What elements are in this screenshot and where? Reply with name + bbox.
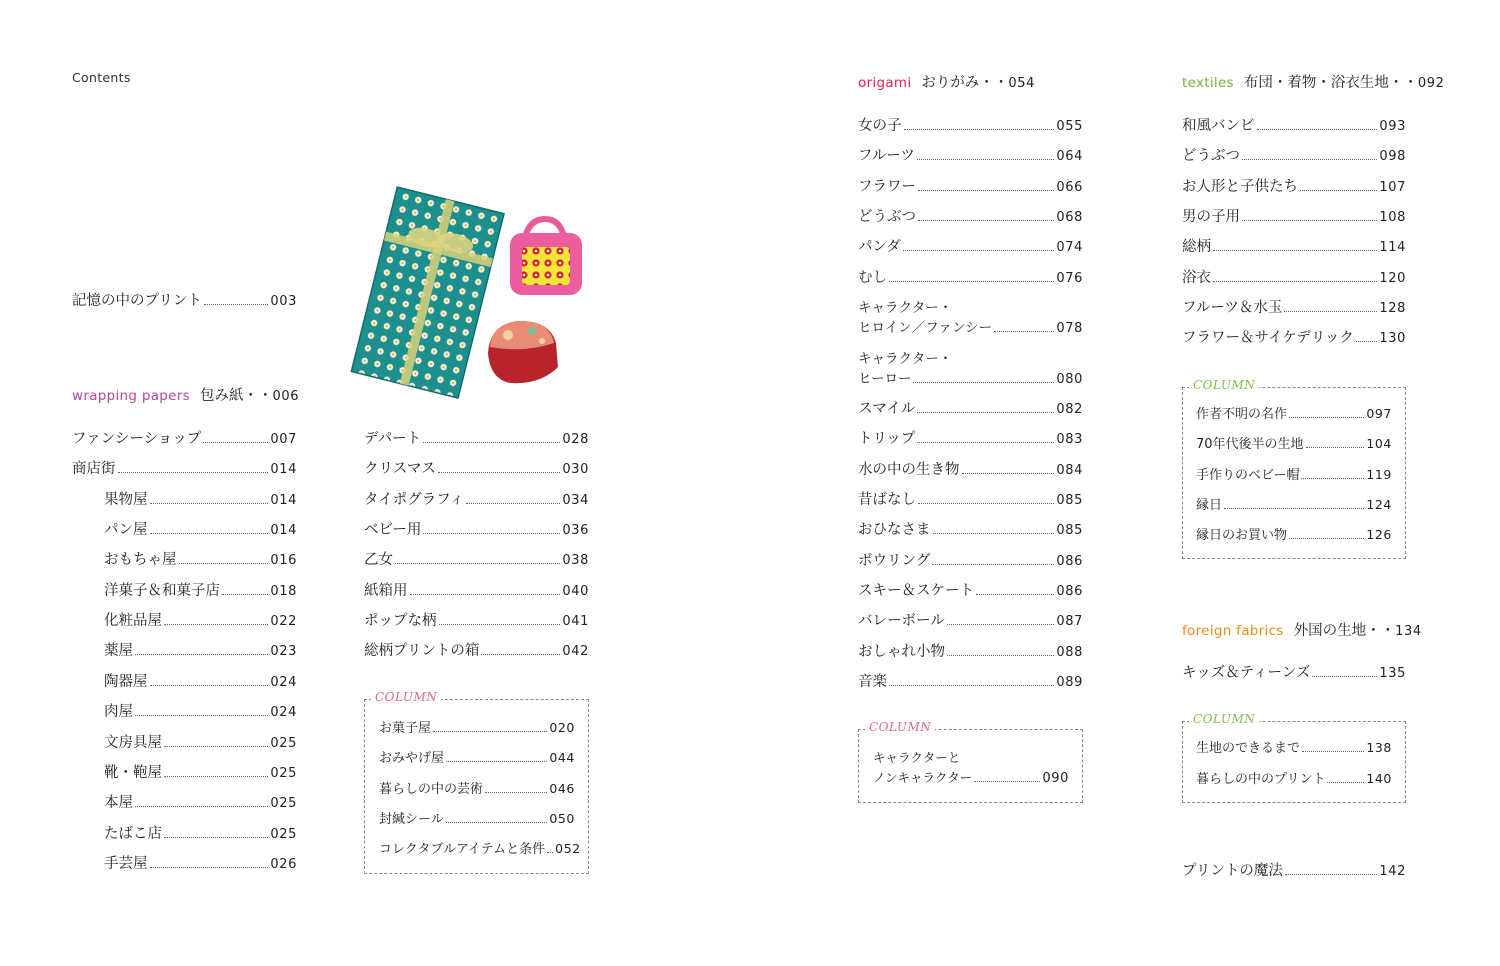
column-entry[interactable] (1196, 435, 1392, 454)
column-entry[interactable] (1196, 496, 1392, 515)
toc-entry-multiline[interactable]: キャラクター・ ヒロイン／ファンシー 078 (858, 300, 1083, 336)
entry-page-number: 023 (270, 644, 297, 660)
dot-leader (164, 837, 268, 838)
entry-label: タイポグラフィ (364, 491, 465, 508)
entry-page-number: 042 (562, 644, 589, 660)
toc-entry-closing[interactable]: プリントの魔法 142 (1182, 863, 1406, 879)
section-foreign-fabrics[interactable]: foreign fabrics 外国の生地 ・・ 134 (1182, 623, 1422, 639)
dot-leader (932, 564, 1054, 565)
toc-entry[interactable] (858, 521, 1083, 540)
column-entry[interactable] (379, 840, 581, 859)
toc-entry[interactable] (364, 551, 589, 570)
entry-label: おしゃれ小物 (858, 643, 945, 660)
entry-label: 縁日 (1196, 497, 1223, 513)
toc-entry[interactable] (858, 552, 1083, 571)
toc-entry[interactable] (104, 734, 297, 753)
dot-leader (164, 776, 268, 777)
column-entry[interactable] (1196, 770, 1392, 789)
dot-leader (976, 594, 1054, 595)
toc-entry-intro[interactable]: 記憶の中のプリント 003 (72, 293, 297, 309)
entry-label: 女の子 (858, 118, 902, 134)
column-entry[interactable] (379, 719, 575, 738)
dot-leader (423, 442, 560, 443)
toc-entry[interactable] (1182, 269, 1406, 288)
toc-entry[interactable] (364, 521, 589, 540)
dot-leader (395, 563, 560, 564)
dot-leader (947, 624, 1055, 625)
column-tag: COLUMN (371, 690, 441, 704)
entry-page-number: 089 (1056, 675, 1083, 691)
entry-page-number: 097 (1366, 406, 1392, 421)
entry-page-number: 046 (549, 780, 575, 796)
entry-label: 暮らしの中のプリント (1196, 771, 1326, 787)
toc-entry[interactable] (858, 582, 1083, 601)
section-origami[interactable]: origami おりがみ ・・ 054 (858, 75, 1036, 91)
entry-page-number: 135 (1379, 666, 1406, 681)
toc-entry[interactable] (858, 208, 1083, 227)
entry-label: ベビー用 (364, 522, 422, 539)
entry-label: ボウリング (858, 552, 931, 569)
entry-label: 生地のできるまで (1196, 741, 1301, 756)
entry-page-number: 085 (1056, 493, 1083, 509)
entry-label: パン屋 (104, 522, 148, 539)
entry-page-number: 024 (270, 705, 297, 721)
entry-label: 薬屋 (104, 643, 133, 660)
entry-page-number: 138 (1366, 740, 1392, 755)
entry-page-number: 082 (1056, 402, 1083, 417)
toc-entry[interactable] (1182, 329, 1406, 348)
entry-label: 化粧品屋 (104, 613, 162, 630)
dot-leader (918, 190, 1054, 191)
entry-label: 乙女 (364, 552, 393, 569)
dot-leader (1302, 751, 1364, 752)
entry-page-number: 083 (1056, 432, 1083, 448)
entry-page-number: 007 (270, 432, 297, 447)
dot-leader (1306, 447, 1365, 448)
dot-leader (947, 655, 1054, 656)
entry-label: 本屋 (104, 795, 133, 812)
entry-page-number: 052 (555, 841, 581, 857)
toc-entry[interactable] (858, 612, 1083, 631)
entry-label: どうぶつ (1182, 148, 1240, 165)
entry-label: 文房具屋 (104, 734, 162, 751)
dot-leader (1356, 341, 1378, 342)
entry-page-number: 128 (1379, 301, 1406, 317)
entry-label: 商店街 (72, 461, 116, 478)
entry-label: スキー＆スケート (858, 583, 974, 600)
entry-page-number: 098 (1379, 149, 1406, 165)
entry-page-number: 041 (562, 614, 589, 630)
column-entry[interactable] (1196, 526, 1392, 545)
dot-leader (903, 250, 1054, 251)
entry-label: 総柄プリントの箱 (364, 643, 480, 660)
entry-label: おひなさま (858, 522, 931, 539)
dot-leader (203, 442, 268, 443)
entry-label: バレーボール (858, 613, 945, 630)
entry-label: キッズ＆ティーンズ (1182, 665, 1311, 681)
entry-label: 暮らしの中の芸術 (379, 781, 484, 797)
dot-leader (150, 685, 269, 686)
entry-page-number: 030 (562, 462, 589, 478)
toc-entry[interactable] (1182, 664, 1406, 683)
dot-leader (410, 594, 561, 595)
toc-entry[interactable] (104, 612, 297, 631)
toc-entry[interactable] (104, 794, 297, 813)
entry-page-number: 088 (1056, 644, 1083, 660)
toc-entry[interactable] (104, 642, 297, 661)
dot-leader (150, 533, 269, 534)
toc-entry[interactable] (104, 521, 297, 540)
toc-entry[interactable] (104, 491, 297, 510)
entry-page-number: 074 (1056, 240, 1083, 256)
toc-entry[interactable] (104, 825, 297, 844)
entry-page-number: 050 (549, 810, 575, 826)
entry-page-number: 055 (1056, 119, 1083, 134)
dot-leader (118, 472, 269, 473)
dot-leader (962, 473, 1055, 474)
column-entry[interactable] (379, 749, 575, 768)
dot-leader (1312, 676, 1377, 677)
toc-entry[interactable] (364, 612, 589, 631)
dot-leader (446, 761, 547, 762)
dot-leader (918, 503, 1054, 504)
entry-page-number: 024 (270, 674, 297, 690)
entry-label: どうぶつ (858, 209, 916, 226)
dot-leader (904, 129, 1055, 130)
entry-page-number: 093 (1379, 119, 1406, 134)
column-tag: COLUMN (1189, 378, 1259, 392)
dot-leader (438, 472, 560, 473)
entry-page-number: 087 (1056, 614, 1083, 630)
toc-entry[interactable] (1182, 299, 1406, 318)
entry-page-number: 040 (562, 583, 589, 599)
toc-entry[interactable] (858, 269, 1083, 288)
column-entry[interactable]: キャラクターと ノンキャラクター 090 (873, 750, 1069, 786)
entry-label: 作者不明の名作 (1196, 407, 1288, 422)
entry-label: 縁日のお買い物 (1196, 528, 1288, 544)
entry-page-number: 036 (562, 523, 589, 539)
entry-page-number: 126 (1366, 527, 1392, 543)
dot-leader (1300, 190, 1377, 191)
dot-leader (423, 533, 560, 534)
toc-entry[interactable] (104, 673, 297, 692)
dot-leader (1213, 250, 1377, 251)
entry-page-number: 085 (1056, 523, 1083, 539)
entry-label: 浴衣 (1182, 269, 1211, 286)
dot-leader (1289, 538, 1364, 539)
entry-label: ポップな柄 (364, 613, 437, 630)
toc-entry[interactable] (858, 400, 1083, 419)
toc-entry[interactable] (364, 430, 589, 449)
entry-label: スマイル (858, 401, 916, 417)
entry-page-number: 044 (549, 750, 575, 766)
entry-page-number: 018 (270, 583, 297, 599)
entry-page-number: 022 (270, 614, 297, 630)
toc-entry[interactable] (858, 178, 1083, 197)
column-entry[interactable] (379, 810, 575, 829)
column-entry[interactable] (379, 780, 575, 799)
column-entry[interactable] (1196, 405, 1392, 424)
entry-label: 和風バンビ (1182, 118, 1255, 134)
toc-entry[interactable] (1182, 238, 1406, 257)
entry-label: フルーツ＆水玉 (1182, 300, 1283, 317)
entry-label: コレクタブルアイテムと条件 (379, 842, 546, 858)
dot-leader (485, 792, 547, 793)
entry-page-number: 014 (270, 523, 297, 539)
dot-leader (135, 654, 268, 655)
entry-page-number: 120 (1379, 270, 1406, 286)
dot-leader (889, 281, 1054, 282)
entry-page-number: 066 (1056, 179, 1083, 195)
entry-page-number: 086 (1056, 553, 1083, 569)
dot-leader (481, 654, 560, 655)
dot-leader (1242, 159, 1377, 160)
dot-leader (433, 731, 547, 732)
entry-label: クリスマス (364, 461, 436, 478)
entry-label: 肉屋 (104, 704, 133, 721)
entry-label: フラワー (858, 178, 916, 195)
column-tag: COLUMN (1189, 712, 1259, 726)
toc-entry[interactable] (858, 147, 1083, 166)
toc-entry[interactable] (858, 491, 1083, 510)
entry-page-number: 028 (562, 432, 589, 447)
toc-entry[interactable] (364, 642, 589, 661)
entry-label: 陶器屋 (104, 673, 148, 690)
dot-leader (547, 852, 553, 853)
dot-leader (1289, 417, 1364, 418)
entry-label: トリップ (858, 431, 916, 448)
entry-page-number: 016 (270, 553, 297, 569)
dot-leader (446, 822, 548, 823)
toc-entry[interactable] (364, 491, 589, 510)
toc-entry-multiline[interactable]: キャラクター・ ヒーロー 080 (858, 351, 1083, 387)
entry-page-number: 114 (1379, 240, 1406, 256)
entry-label: 果物屋 (104, 491, 148, 508)
entry-label: おみやげ屋 (379, 751, 445, 767)
toc-entry[interactable] (364, 582, 589, 601)
section-wrapping-papers[interactable]: wrapping papers 包み紙 ・・ 006 (72, 388, 300, 404)
column-entry[interactable] (1196, 466, 1392, 485)
dot-leader (1284, 311, 1377, 312)
entry-label: 靴・鞄屋 (104, 764, 162, 781)
entry-label: 洋菓子＆和菓子店 (104, 582, 220, 599)
toc-entry[interactable] (104, 764, 297, 783)
entry-page-number: 020 (549, 720, 575, 735)
column-tag: COLUMN (865, 720, 935, 734)
wrapped-gift-photo (350, 185, 600, 400)
dot-leader (222, 594, 268, 595)
dot-leader (917, 412, 1054, 413)
entry-label: ファンシーショップ (72, 431, 202, 447)
toc-entry[interactable] (858, 238, 1083, 257)
entry-label: デパート (364, 431, 422, 447)
entry-label: フラワー＆サイケデリック (1182, 330, 1354, 347)
dot-leader (1242, 220, 1377, 221)
entry-label: 男の子用 (1182, 209, 1240, 226)
entry-label: パンダ (858, 239, 901, 256)
dot-leader (918, 220, 1054, 221)
dot-leader (889, 685, 1054, 686)
entry-page-number: 140 (1366, 770, 1392, 786)
dot-leader (917, 159, 1055, 160)
dot-leader (466, 503, 560, 504)
entry-label: 紙箱用 (364, 582, 408, 599)
toc-entry[interactable] (104, 582, 297, 601)
toc-entry[interactable] (858, 643, 1083, 662)
entry-label: 封緘シール (379, 811, 444, 827)
column-box-foreign (1182, 712, 1406, 803)
entry-page-number: 084 (1056, 462, 1083, 478)
entry-page-number: 025 (270, 735, 297, 751)
toc-entry[interactable] (72, 430, 297, 449)
entry-page-number: 104 (1366, 436, 1392, 452)
entry-page-number: 014 (270, 492, 297, 508)
entry-page-number: 130 (1379, 331, 1406, 347)
toc-entry[interactable] (1182, 117, 1406, 136)
dot-leader (1213, 281, 1377, 282)
dot-leader (1257, 129, 1378, 130)
entry-page-number: 064 (1056, 149, 1083, 165)
column-entry[interactable] (1196, 739, 1392, 758)
entry-page-number: 025 (270, 796, 297, 812)
entry-page-number: 119 (1366, 466, 1392, 482)
entry-page-number: 108 (1379, 210, 1406, 226)
entry-page-number: 026 (270, 856, 297, 872)
entry-label: 水の中の生き物 (858, 461, 960, 478)
entry-label: 手芸屋 (104, 855, 148, 872)
dot-leader (135, 806, 268, 807)
entry-label: 昔ばなし (858, 492, 916, 509)
entry-label: 手作りのベビー帽 (1196, 467, 1300, 483)
entry-label: 音楽 (858, 674, 887, 691)
dot-leader (164, 624, 268, 625)
entry-page-number: 086 (1056, 584, 1083, 600)
toc-entry[interactable] (104, 703, 297, 722)
toc-entry[interactable] (858, 673, 1083, 692)
dot-leader (439, 624, 561, 625)
toc-entry[interactable] (1182, 208, 1406, 227)
entry-label: たばこ店 (104, 825, 162, 842)
toc-entry[interactable] (858, 461, 1083, 480)
dot-leader (150, 867, 269, 868)
entry-page-number: 025 (270, 765, 297, 781)
entry-page-number: 107 (1379, 179, 1406, 195)
toc-entry[interactable] (1182, 147, 1406, 166)
toc-entry[interactable] (72, 460, 297, 479)
toc-entry[interactable] (104, 855, 297, 874)
entry-label: お菓子屋 (379, 721, 432, 736)
entry-page-number: 034 (562, 492, 589, 508)
dot-leader (1224, 508, 1364, 509)
entry-label: フルーツ (858, 148, 915, 165)
entry-page-number: 025 (270, 826, 297, 842)
entry-page-number: 076 (1056, 270, 1083, 286)
dot-leader (1301, 478, 1364, 479)
entry-page-number: 068 (1056, 210, 1083, 226)
dot-leader (135, 715, 268, 716)
dot-leader (150, 503, 269, 504)
toc-entry[interactable] (104, 551, 297, 570)
entry-label: お人形と子供たち (1182, 178, 1298, 195)
entry-label: 総柄 (1182, 239, 1211, 256)
entry-page-number: 124 (1366, 496, 1392, 512)
entry-page-number: 038 (562, 553, 589, 569)
dot-leader (1327, 782, 1364, 783)
toc-entry[interactable] (364, 460, 589, 479)
page-header: Contents (72, 70, 131, 85)
toc-entry[interactable] (858, 117, 1083, 136)
dot-leader (164, 746, 268, 747)
entry-label: むし (858, 269, 887, 286)
entry-page-number: 014 (270, 462, 297, 478)
entry-label: おもちゃ屋 (104, 552, 177, 569)
toc-entry[interactable] (858, 430, 1083, 449)
toc-entry[interactable] (1182, 178, 1406, 197)
entry-label: 70年代後半の生地 (1196, 437, 1304, 453)
section-textiles[interactable]: textiles 布団・着物・浴衣生地 ・・ 092 (1182, 75, 1445, 91)
dot-leader (933, 533, 1055, 534)
dot-leader (179, 563, 269, 564)
dot-leader (917, 442, 1054, 443)
